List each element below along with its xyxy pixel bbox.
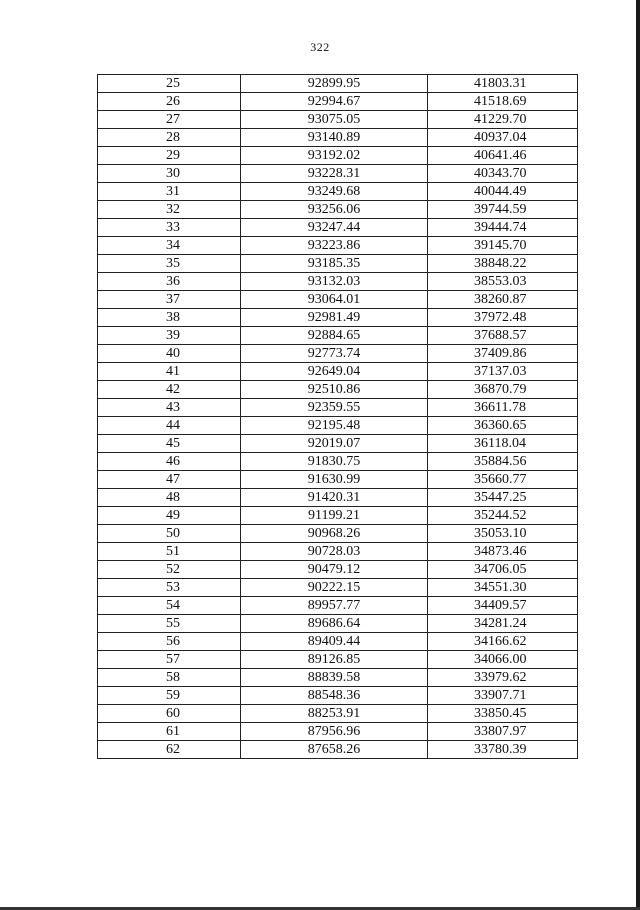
table-row [98,273,578,291]
row-index-cell: 26 [98,93,241,111]
value-b-cell: 37972.48 [428,309,578,327]
table-row [98,93,578,111]
value-a-cell: 90479.12 [241,561,428,579]
row-index-cell: 54 [98,597,241,615]
row-index-cell: 61 [98,723,241,741]
value-b-cell: 37688.57 [428,327,578,345]
value-b-cell: 35244.52 [428,507,578,525]
table-row [98,507,578,525]
value-a-cell: 93223.86 [241,237,428,255]
value-a-cell: 92195.48 [241,417,428,435]
value-b-cell: 33907.71 [428,687,578,705]
row-index-cell: 27 [98,111,241,129]
table-row [98,75,578,93]
value-b-cell: 33807.97 [428,723,578,741]
value-b-cell: 41518.69 [428,93,578,111]
value-a-cell: 92019.07 [241,435,428,453]
table-row [98,381,578,399]
value-a-cell: 89409.44 [241,633,428,651]
value-b-cell: 36870.79 [428,381,578,399]
value-b-cell: 33979.62 [428,669,578,687]
row-index-cell: 53 [98,579,241,597]
table-row [98,543,578,561]
row-index-cell: 59 [98,687,241,705]
row-index-cell: 38 [98,309,241,327]
table-row [98,453,578,471]
table-row [98,417,578,435]
table-row [98,723,578,741]
table-row [98,147,578,165]
value-b-cell: 33780.39 [428,741,578,759]
row-index-cell: 51 [98,543,241,561]
table-row [98,741,578,759]
value-a-cell: 91830.75 [241,453,428,471]
value-b-cell: 34551.30 [428,579,578,597]
scan-edge [636,0,640,910]
value-b-cell: 41803.31 [428,75,578,93]
row-index-cell: 28 [98,129,241,147]
table-row [98,111,578,129]
table-row [98,219,578,237]
table-row [98,471,578,489]
value-a-cell: 92359.55 [241,399,428,417]
row-index-cell: 30 [98,165,241,183]
value-a-cell: 87658.26 [241,741,428,759]
row-index-cell: 45 [98,435,241,453]
value-a-cell: 92649.04 [241,363,428,381]
table-row [98,651,578,669]
table-row [98,561,578,579]
value-a-cell: 90968.26 [241,525,428,543]
row-index-cell: 55 [98,615,241,633]
row-index-cell: 60 [98,705,241,723]
row-index-cell: 39 [98,327,241,345]
table-row [98,633,578,651]
value-b-cell: 40937.04 [428,129,578,147]
table-row [98,489,578,507]
value-a-cell: 93140.89 [241,129,428,147]
row-index-cell: 35 [98,255,241,273]
row-index-cell: 25 [98,75,241,93]
table-row [98,165,578,183]
value-b-cell: 40343.70 [428,165,578,183]
value-a-cell: 92981.49 [241,309,428,327]
value-a-cell: 93256.06 [241,201,428,219]
row-index-cell: 31 [98,183,241,201]
value-b-cell: 34873.46 [428,543,578,561]
table-row [98,669,578,687]
row-index-cell: 42 [98,381,241,399]
value-a-cell: 93249.68 [241,183,428,201]
row-index-cell: 46 [98,453,241,471]
table-row [98,615,578,633]
value-a-cell: 93064.01 [241,291,428,309]
value-b-cell: 34066.00 [428,651,578,669]
value-a-cell: 92773.74 [241,345,428,363]
value-b-cell: 35884.56 [428,453,578,471]
table-row [98,183,578,201]
value-a-cell: 90728.03 [241,543,428,561]
table-row [98,291,578,309]
row-index-cell: 34 [98,237,241,255]
table-row [98,345,578,363]
value-b-cell: 39444.74 [428,219,578,237]
value-b-cell: 34166.62 [428,633,578,651]
value-b-cell: 35660.77 [428,471,578,489]
row-index-cell: 48 [98,489,241,507]
row-index-cell: 37 [98,291,241,309]
value-a-cell: 92884.65 [241,327,428,345]
row-index-cell: 62 [98,741,241,759]
value-a-cell: 93247.44 [241,219,428,237]
table-row [98,687,578,705]
row-index-cell: 56 [98,633,241,651]
row-index-cell: 47 [98,471,241,489]
value-b-cell: 34706.05 [428,561,578,579]
table-row [98,435,578,453]
value-b-cell: 34409.57 [428,597,578,615]
value-b-cell: 37137.03 [428,363,578,381]
value-b-cell: 38848.22 [428,255,578,273]
value-b-cell: 40044.49 [428,183,578,201]
value-b-cell: 35447.25 [428,489,578,507]
table-row [98,705,578,723]
row-index-cell: 41 [98,363,241,381]
table-row [98,363,578,381]
row-index-cell: 40 [98,345,241,363]
value-b-cell: 39744.59 [428,201,578,219]
table-row [98,255,578,273]
table-row [98,237,578,255]
coordinate-table [97,74,578,759]
row-index-cell: 43 [98,399,241,417]
value-b-cell: 41229.70 [428,111,578,129]
row-index-cell: 44 [98,417,241,435]
table-row [98,525,578,543]
value-a-cell: 89126.85 [241,651,428,669]
value-a-cell: 90222.15 [241,579,428,597]
row-index-cell: 58 [98,669,241,687]
table-row [98,597,578,615]
value-a-cell: 92899.95 [241,75,428,93]
row-index-cell: 33 [98,219,241,237]
value-a-cell: 89957.77 [241,597,428,615]
value-a-cell: 91630.99 [241,471,428,489]
row-index-cell: 49 [98,507,241,525]
value-a-cell: 89686.64 [241,615,428,633]
value-b-cell: 36118.04 [428,435,578,453]
value-b-cell: 38260.87 [428,291,578,309]
value-b-cell: 38553.03 [428,273,578,291]
row-index-cell: 50 [98,525,241,543]
row-index-cell: 36 [98,273,241,291]
value-a-cell: 93185.35 [241,255,428,273]
page-number: 322 [310,40,330,54]
table-row [98,327,578,345]
value-a-cell: 88253.91 [241,705,428,723]
table-row [98,579,578,597]
row-index-cell: 52 [98,561,241,579]
value-b-cell: 40641.46 [428,147,578,165]
row-index-cell: 57 [98,651,241,669]
table-row [98,201,578,219]
value-a-cell: 87956.96 [241,723,428,741]
value-a-cell: 93075.05 [241,111,428,129]
value-a-cell: 91199.21 [241,507,428,525]
value-b-cell: 37409.86 [428,345,578,363]
value-a-cell: 88839.58 [241,669,428,687]
value-b-cell: 33850.45 [428,705,578,723]
row-index-cell: 29 [98,147,241,165]
table-row [98,129,578,147]
value-b-cell: 34281.24 [428,615,578,633]
value-a-cell: 93228.31 [241,165,428,183]
value-a-cell: 93132.03 [241,273,428,291]
table-row [98,399,578,417]
value-a-cell: 93192.02 [241,147,428,165]
value-b-cell: 36360.65 [428,417,578,435]
value-a-cell: 92994.67 [241,93,428,111]
table-row [98,309,578,327]
value-b-cell: 35053.10 [428,525,578,543]
row-index-cell: 32 [98,201,241,219]
value-b-cell: 39145.70 [428,237,578,255]
value-a-cell: 91420.31 [241,489,428,507]
value-b-cell: 36611.78 [428,399,578,417]
table-body [98,75,578,759]
value-a-cell: 88548.36 [241,687,428,705]
value-a-cell: 92510.86 [241,381,428,399]
